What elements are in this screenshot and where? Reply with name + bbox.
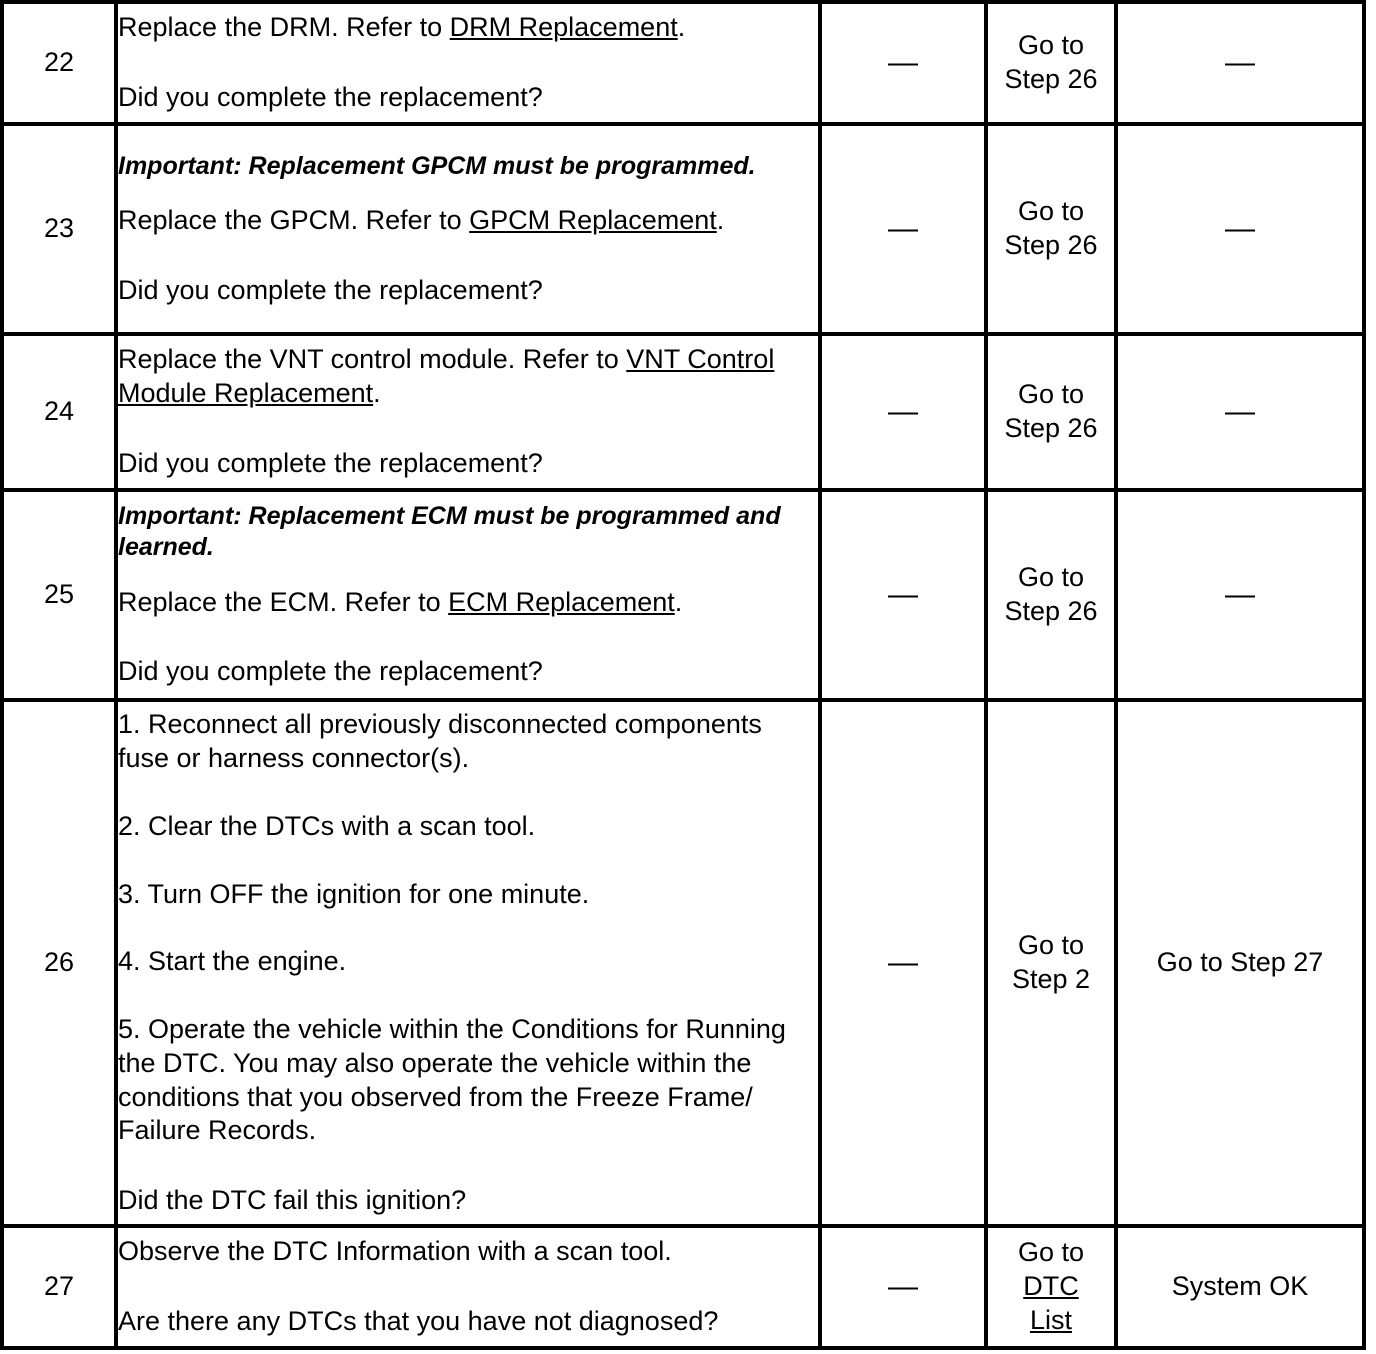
no-cell: — [1116,490,1364,700]
step-number: 26 [2,700,116,1226]
table-row [2,490,1364,700]
gpcm-replacement-link[interactable]: GPCM Replacement [469,204,717,235]
procedure-item: 4. Start the engine. [118,946,347,977]
action-text [118,11,818,45]
yes-cell: Go to Step 26 [986,490,1116,700]
action-pre: Replace the ECM. Refer to [118,586,449,617]
table-row [2,2,1364,124]
yes-cell [986,1226,1116,1348]
vnt-control-module-replacement-link[interactable]: VNT Control Module Replacement [118,344,775,409]
action-post: . [373,378,381,409]
question-text: Did you complete the replacement? [118,656,543,687]
yes-cell: Go to Step 26 [986,124,1116,334]
step-number: 25 [2,490,116,700]
question-text: Did the DTC fail this ignition? [118,1185,467,1215]
action-text [118,343,818,411]
values-cell: — [820,1226,986,1348]
action-post: . [674,586,683,617]
no-cell: — [1116,124,1364,334]
procedure-item: 3. Turn OFF the ignition for one minute. [118,878,590,909]
ecm-replacement-link[interactable]: ECM Replacement [448,586,675,617]
yes-cell: Go to Step 26 [986,334,1116,490]
action-cell [116,700,820,1226]
no-cell: — [1116,2,1364,124]
dtc-list-link[interactable]: DTC List [1023,1271,1079,1335]
table-row [2,334,1364,490]
procedure-item: 5. Operate the vehicle within the Conditions for Running the DTC. You may also operate the vehicle within the conditions that you observed from the Freeze Frame/ Failure Records. [118,1014,786,1146]
values-cell: — [820,334,986,490]
action-pre: Replace the GPCM. Refer to [118,204,470,235]
action-pre: Replace the VNT control module. Refer to [118,344,627,375]
no-cell: Go to Step 27 [1116,700,1364,1226]
action-cell [116,1226,820,1348]
action-cell [116,334,820,490]
question-text: Are there any DTCs that you have not diagnosed? [118,1306,719,1336]
step-number: 22 [2,2,116,124]
yes-cell: Go to Step 2 [986,700,1116,1226]
values-cell: — [820,490,986,700]
action-cell [116,2,820,124]
question-text: Did you complete the replacement? [118,447,543,478]
action-text [118,204,818,238]
values-cell: — [820,2,986,124]
values-cell: — [820,124,986,334]
yes-cell: Go to Step 26 [986,2,1116,124]
drm-replacement-link[interactable]: DRM Replacement [449,12,678,43]
question-text: Did you complete the replacement? [118,274,543,305]
values-cell: — [820,700,986,1226]
action-cell [116,124,820,334]
important-note: Important: Replacement GPCM must be programmed. [118,151,756,180]
no-cell: — [1116,334,1364,490]
yes-prefix: Go to [1017,1237,1085,1268]
table-row [2,700,1364,1226]
action-post: . [716,204,725,235]
table-row [2,124,1364,334]
procedure-item: 1. Reconnect all previously disconnected components fuse or harness connector(s). [118,709,762,773]
important-note: Important: Replacement ECM must be programmed and learned. [118,502,781,562]
action-cell [116,490,820,700]
procedure-item: 2. Clear the DTCs with a scan tool. [118,810,536,841]
no-cell: System OK [1116,1226,1364,1348]
action-text: Observe the DTC Information with a scan tool. [118,1236,672,1267]
step-number: 24 [2,334,116,490]
action-text [118,586,818,620]
step-number: 27 [2,1226,116,1348]
action-pre: Replace the DRM. Refer to [118,12,450,43]
question-text: Did you complete the replacement? [118,82,543,112]
action-post: . [677,12,686,43]
table-row [2,1226,1364,1348]
step-number: 23 [2,124,116,334]
